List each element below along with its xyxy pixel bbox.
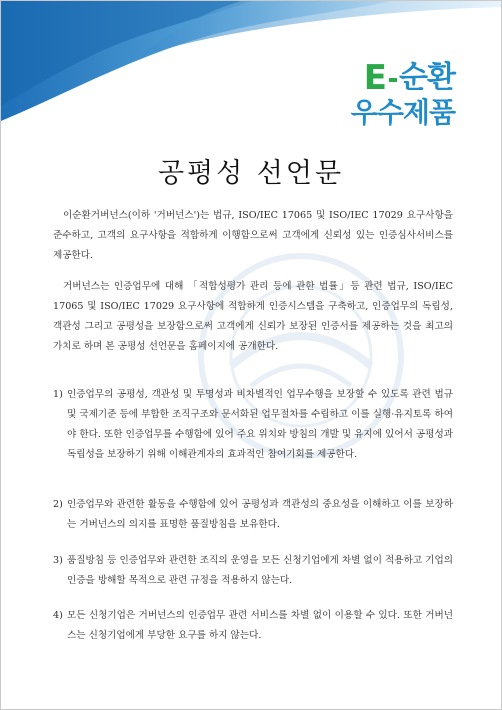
- list-item-number: 2): [53, 499, 63, 510]
- logo-word-line2: 우수제품: [350, 96, 455, 129]
- list-item-text: 인증업무와 관련한 활동을 수행함에 있어 공평성과 객관성의 중요성을 이해하고 이를 보장하는 거버넌스의 의지를 표명한 품질방침을 보유한다.: [67, 499, 453, 530]
- logo-word-line1: 순환: [399, 60, 455, 95]
- logo-dash: [389, 78, 397, 82]
- intro-paragraph-2: 거버넌스는 인증업무에 대해 「적합성평가 관리 등에 관한 법률」등 관련 법규, ISO/IEC 17065 및 ISO/IEC 17029 요구사항에 적합하게 인증시스템을 구축하고, 인증업무의 독립성, 객관성 그리고 공평성을 보장함으로써 고객에게 신뢰가 보장된 인증서를 제공하는 것을 최고의 가치로 하며 본 공평성 선언문을 홈페이지에 공개한다.: [53, 281, 453, 352]
- logo-mark: E: [363, 58, 388, 98]
- intro-paragraph-1: 이순환거버넌스(이하 '거버넌스')는 법규, ISO/IEC 17065 및 ISO/IEC 17029 요구사항을 준수하고, 고객의 요구사항을 적합하게 이행함으로써 고객에게 신뢰성 있는 인증심사서비스를 제공한다.: [53, 210, 453, 261]
- e-recycling-excellent-product-logo: [305, 58, 455, 133]
- list-item-number: 3): [53, 555, 63, 566]
- list-item: [53, 385, 453, 465]
- list-item: [53, 606, 453, 646]
- list-item-text: 품질방침 등 인증업무와 관련한 조직의 운영을 모든 신청기업에게 차별 없이 적용하고 기업의 인증을 방해할 목적으로 관련 규정을 적용하지 않는다.: [67, 555, 453, 586]
- list-item-text: 모든 신청기업은 거버넌스의 인증업무 관련 서비스를 차별 없이 이용할 수 있다. 또한 거버넌스는 신청기업에게 부당한 요구를 하지 않는다.: [67, 610, 453, 641]
- list-item: [53, 495, 453, 535]
- page-title: 공평성 선언문: [157, 158, 345, 189]
- list-item-number: 4): [53, 610, 63, 621]
- list-item: [53, 551, 453, 591]
- list-item-number: 1): [53, 389, 63, 400]
- list-item-text: 인증업무의 공평성, 객관성 및 투명성과 비차별적인 업무수행을 보장할 수 있도록 관련 법규 및 국제기준 등에 부합한 조직구조와 문서화된 업무절차를 수립하고 이를 실행·유지토록 하여야 한다. 또한 인증업무를 수행함에 있어 주요 위치와 방침의 개발 및 유지에 있어서 공평성과 독립성을 보장하기 위해 이해관계자의 효과적인 참여기회를 제공한다.: [67, 389, 453, 460]
